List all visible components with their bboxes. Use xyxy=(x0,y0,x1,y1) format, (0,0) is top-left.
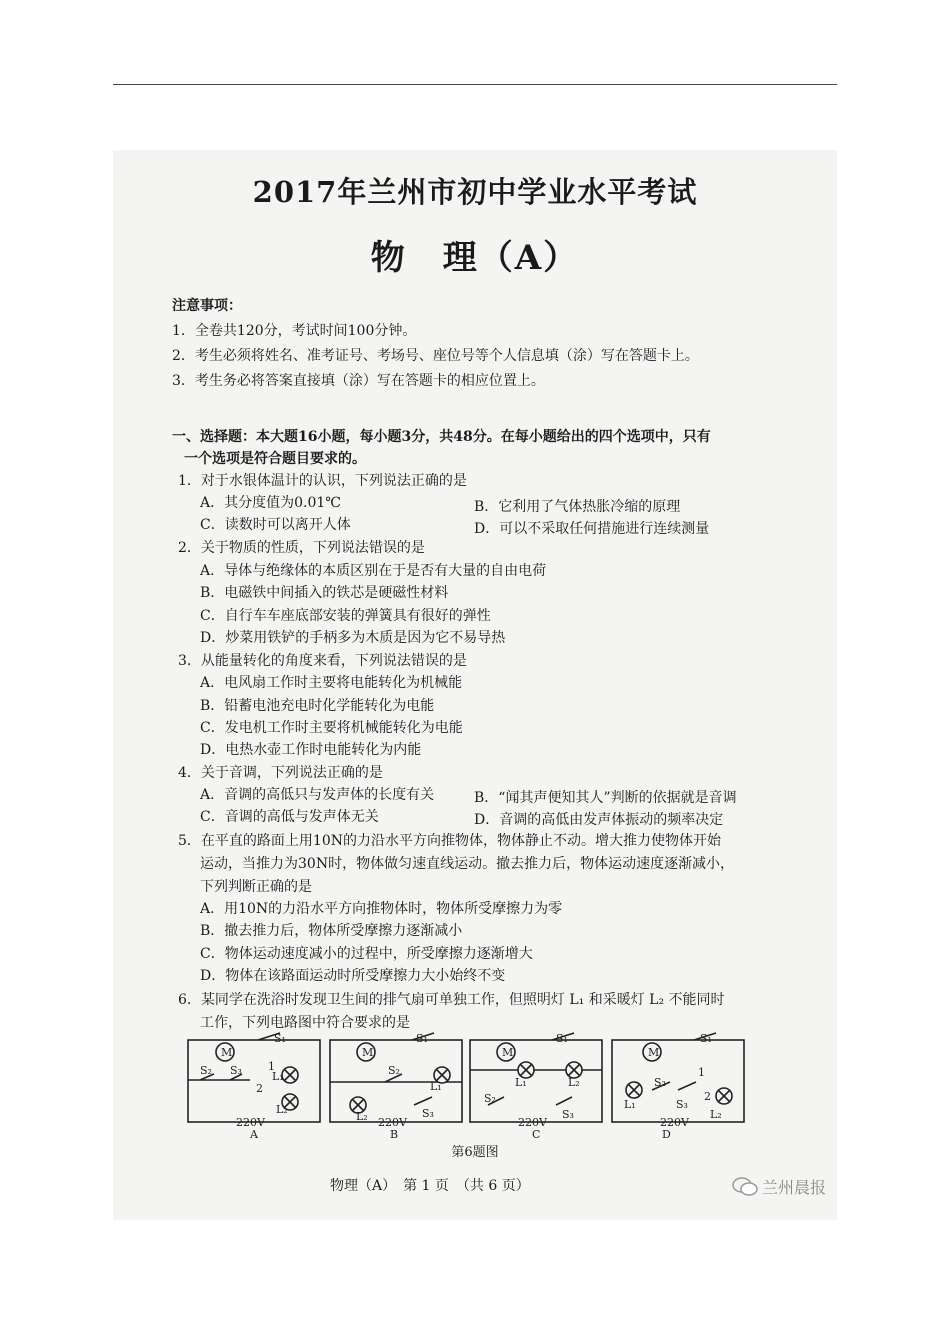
wechat-icon xyxy=(732,1177,758,1197)
switch-label: S₃ xyxy=(422,1107,434,1120)
switch-label: S₃ xyxy=(230,1064,242,1077)
lamp-label: L₂ xyxy=(356,1110,368,1123)
q2-option-c: C．自行车车座底部安装的弹簧具有很好的弹性 xyxy=(200,608,491,624)
lamp-label: L₂ xyxy=(568,1076,580,1089)
q2-option-a: A．导体与绝缘体的本质区别在于是否有大量的自由电荷 xyxy=(200,563,547,579)
q5-option-c: C．物体运动速度减小的过程中，所受摩擦力逐渐增大 xyxy=(200,946,533,962)
q2-option-b: B．电磁铁中间插入的铁芯是硬磁性材料 xyxy=(200,585,449,601)
q6-stem: 6．某同学在洗浴时发现卫生间的排气扇可单独工作，但照明灯 L₁ 和采暖灯 L₂ 不能同时 xyxy=(178,992,725,1008)
lamp-label: L₂ xyxy=(276,1103,288,1116)
switch-label: S₃ xyxy=(562,1108,574,1121)
exam-title: 2017年兰州市初中学业水平考试 xyxy=(252,175,698,209)
q5-option-b: B．撤去推力后，物体所受摩擦力逐渐减小 xyxy=(200,923,463,939)
notice-item: 2．考生必须将姓名、准考证号、考场号、座位号等个人信息填（涂）写在答题卡上。 xyxy=(172,348,699,364)
lamp-label: L₂ xyxy=(710,1108,722,1121)
motor-label: M xyxy=(648,1046,660,1059)
voltage-label: 220V xyxy=(236,1116,265,1129)
q5-stem-cont: 下列判断正确的是 xyxy=(200,879,312,895)
q3-option-c: C．发电机工作时主要将机械能转化为电能 xyxy=(200,720,463,736)
motor-label: M xyxy=(362,1046,374,1059)
switch-label: S₁ xyxy=(274,1032,286,1045)
switch-label: S₁ xyxy=(416,1032,428,1045)
q1-option-b: B．它利用了气体热胀冷缩的原理 xyxy=(474,499,681,515)
lamp-label: L₁ xyxy=(624,1098,636,1111)
q4-option-c: C．音调的高低与发声体无关 xyxy=(200,809,379,825)
q5-option-d: D．物体在该路面运动时所受摩擦力大小始终不变 xyxy=(200,968,506,984)
q3-option-a: A．电风扇工作时主要将电能转化为机械能 xyxy=(200,675,463,691)
q4-stem: 4．关于音调，下列说法正确的是 xyxy=(178,765,383,781)
q5-stem-cont: 运动，当推力为30N时，物体做匀速直线运动。撤去推力后，物体运动速度逐渐减小， xyxy=(200,856,735,872)
circuit-letter: A xyxy=(250,1128,258,1140)
lamp-label: L₁ xyxy=(515,1076,527,1089)
circuit-figures xyxy=(180,1030,770,1140)
circuit-letter: B xyxy=(390,1128,399,1140)
contact-label: 1 xyxy=(698,1066,705,1079)
section-heading-cont: 一个选项是符合题目要求的。 xyxy=(184,451,366,467)
q6-stem-cont: 工作，下列电路图中符合要求的是 xyxy=(200,1015,410,1031)
circuit-b xyxy=(330,1033,462,1122)
q3-option-b: B．铅蓄电池充电时化学能转化为电能 xyxy=(200,698,435,714)
q5-stem: 5．在平直的路面上用10N的力沿水平方向推物体，物体静止不动。增大推力使物体开始 xyxy=(178,833,721,849)
contact-label: 2 xyxy=(256,1082,263,1095)
subject-title: 物 理（A） xyxy=(370,238,580,278)
contact-label: 1 xyxy=(268,1060,275,1073)
figure-caption: 第6题图 xyxy=(451,1145,499,1160)
switch-label: S₁ xyxy=(700,1032,712,1045)
circuit-letter: D xyxy=(662,1128,671,1140)
voltage-label: 220V xyxy=(518,1116,547,1129)
lamp-label: L₁ xyxy=(430,1080,442,1093)
contact-label: 2 xyxy=(704,1090,711,1103)
watermark-text: 兰州晨报 xyxy=(762,1178,827,1197)
q3-stem: 3．从能量转化的角度来看，下列说法错误的是 xyxy=(178,653,467,669)
notice-heading: 注意事项： xyxy=(172,298,242,314)
voltage-label: 220V xyxy=(660,1116,689,1129)
motor-label: M xyxy=(221,1046,233,1059)
notice-item: 1．全卷共120分，考试时间100分钟。 xyxy=(172,323,417,339)
q4-option-d: D．音调的高低由发声体振动的频率决定 xyxy=(474,812,724,828)
q1-option-c: C．读数时可以离开人体 xyxy=(200,517,351,533)
q2-stem: 2．关于物质的性质，下列说法错误的是 xyxy=(178,540,425,556)
top-rule xyxy=(113,84,837,85)
q1-stem: 1．对于水银体温计的认识，下列说法正确的是 xyxy=(178,473,467,489)
q1-option-a: A．其分度值为0.01℃ xyxy=(200,495,341,511)
voltage-label: 220V xyxy=(378,1116,407,1129)
section-heading: 一、选择题：本大题16小题，每小题3分，共48分。在每小题给出的四个选项中，只有 xyxy=(172,429,711,445)
circuit-c xyxy=(470,1033,602,1122)
q2-option-d: D．炒菜用铁铲的手柄多为木质是因为它不易导热 xyxy=(200,630,506,646)
circuit-a xyxy=(188,1033,320,1122)
q1-option-d: D．可以不采取任何措施进行连续测量 xyxy=(474,521,710,537)
switch-label: S₂ xyxy=(654,1076,666,1089)
q3-option-d: D．电热水壶工作时电能转化为内能 xyxy=(200,742,422,758)
switch-label: S₂ xyxy=(388,1064,400,1077)
q4-option-b: B．“闻其声便知其人”判断的依据就是音调 xyxy=(474,790,737,806)
q4-option-a: A．音调的高低只与发声体的长度有关 xyxy=(200,787,435,803)
switch-label: S₁ xyxy=(556,1032,568,1045)
motor-label: M xyxy=(502,1046,514,1059)
circuit-letter: C xyxy=(532,1128,541,1140)
lamp-label: L₁ xyxy=(272,1070,284,1083)
switch-label: S₂ xyxy=(200,1064,212,1077)
switch-label: S₃ xyxy=(676,1098,688,1111)
q5-option-a: A．用10N的力沿水平方向推物体时，物体所受摩擦力为零 xyxy=(200,901,563,917)
watermark xyxy=(732,1175,826,1198)
switch-label: S₂ xyxy=(484,1092,496,1105)
notice-item: 3．考生务必将答案直接填（涂）写在答题卡的相应位置上。 xyxy=(172,373,545,389)
page-footer: 物理（A） 第 1 页 （共 6 页） xyxy=(330,1178,530,1194)
